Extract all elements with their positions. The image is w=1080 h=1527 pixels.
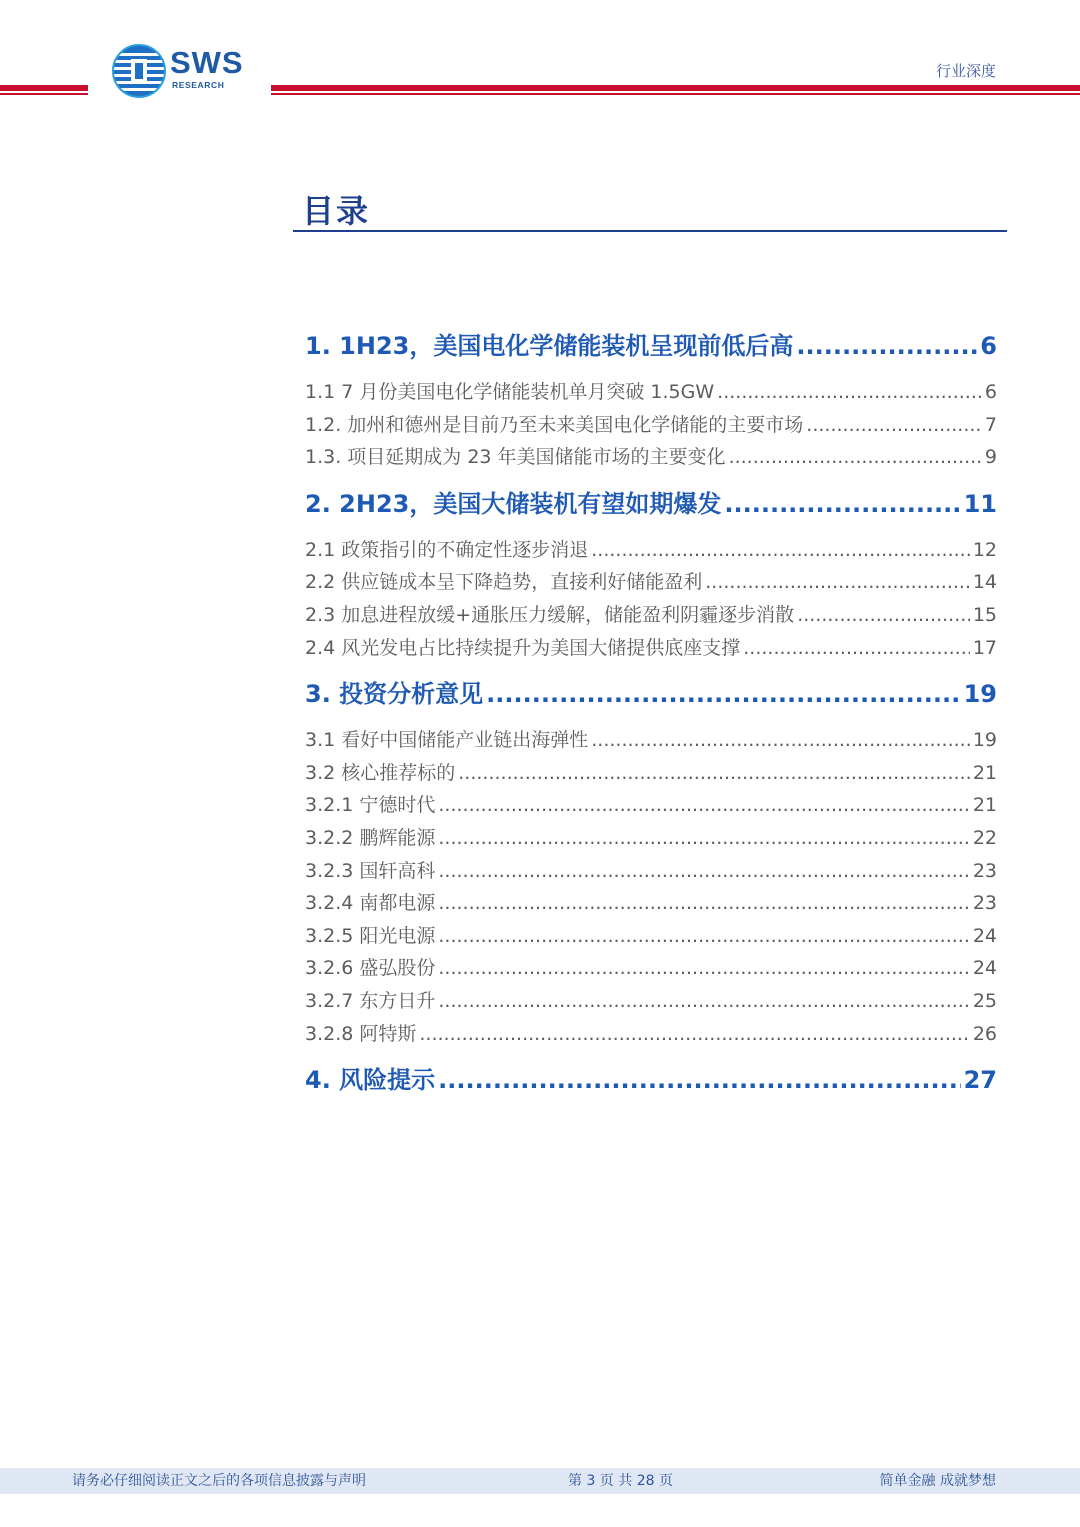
toc-subsection-link[interactable]: [305, 376, 997, 409]
toc-list: [305, 328, 997, 1098]
toc-subsection-link[interactable]: [305, 441, 997, 474]
toc-entry-label: 3.2.2 鹏辉能源: [305, 826, 436, 849]
toc-entry-label: 3.2.8 阿特斯: [305, 1022, 417, 1045]
toc-entry-page-number: 26: [972, 1022, 997, 1045]
toc-subsection-link[interactable]: [305, 789, 997, 822]
toc-entry-label: 3.2.3 国轩高科: [305, 859, 436, 882]
sws-research-logo: [112, 44, 262, 100]
toc-dot-leader: [438, 952, 969, 985]
toc-section-link[interactable]: [305, 486, 997, 522]
toc-dot-leader: [796, 328, 977, 364]
toc-entry-page-number: 14: [972, 571, 997, 594]
toc-title-rule: [293, 230, 1007, 232]
toc-entry-label: 3.2.5 阳光电源: [305, 924, 436, 947]
toc-subsection-link[interactable]: [305, 534, 997, 567]
toc-entry-label: 2.4 风光发电占比持续提升为美国大储提供底座支撑: [305, 636, 741, 659]
toc-entry-label: 2.3 加息进程放缓+通胀压力缓解，储能盈利阴霾逐步消散: [305, 603, 795, 626]
logo-wordmark: SWS: [170, 45, 244, 80]
toc-entry-label: 1. 1H23，美国电化学储能装机呈现前低后高: [305, 332, 794, 360]
toc-dot-leader: [591, 534, 970, 567]
toc-subsection-link[interactable]: [305, 566, 997, 599]
toc-entry-page-number: 15: [972, 603, 997, 626]
toc-entry-page-number: 6: [984, 381, 997, 403]
toc-entry-label: 1.3. 项目延期成为 23 年美国储能市场的主要变化: [305, 446, 726, 469]
toc-title: 目录: [302, 192, 371, 230]
toc-dot-leader: [591, 724, 970, 757]
toc-dot-leader: [438, 985, 969, 1018]
toc-entry-page-number: 23: [972, 859, 997, 882]
header-rule-right: [271, 85, 1080, 97]
toc-dot-leader: [806, 409, 982, 442]
toc-subsection-link[interactable]: [305, 757, 997, 790]
footer-page-info: 第 3 页 共 28 页: [568, 1473, 673, 1489]
toc-dot-leader: [724, 486, 960, 522]
toc-entry-page-number: 19: [963, 680, 997, 709]
logo-subtext: RESEARCH: [172, 80, 225, 90]
toc-dot-leader: [797, 599, 970, 632]
toc-dot-leader: [438, 920, 969, 953]
toc-entry-label: 3.2.7 东方日升: [305, 989, 436, 1012]
toc-dot-leader: [438, 887, 969, 920]
page-footer: [0, 1468, 1080, 1494]
footer-disclaimer: 请务必仔细阅读正文之后的各项信息披露与声明: [72, 1473, 366, 1489]
toc-dot-leader: [486, 676, 960, 712]
toc-subsection-link[interactable]: [305, 985, 997, 1018]
toc-dot-leader: [717, 376, 982, 409]
toc-dot-leader: [705, 566, 970, 599]
toc-entry-page-number: 12: [972, 538, 997, 561]
toc-section-link[interactable]: [305, 328, 997, 364]
toc-entry-label: 4. 风险提示: [305, 1066, 436, 1095]
toc-entry-page-number: 21: [972, 794, 997, 817]
toc-entry-page-number: 24: [972, 957, 997, 980]
toc-dot-leader: [438, 822, 969, 855]
toc-subsection-link[interactable]: [305, 632, 997, 665]
toc-entry-page-number: 27: [963, 1066, 997, 1095]
toc-entry-label: 3.2.6 盛弘股份: [305, 957, 436, 980]
toc-entry-label: 3.2.1 宁德时代: [305, 794, 436, 817]
toc-entry-label: 3.2.4 南都电源: [305, 892, 436, 915]
toc-subsection-link[interactable]: [305, 724, 997, 757]
toc-dot-leader: [729, 441, 982, 474]
toc-entry-page-number: 9: [984, 446, 997, 469]
sws-globe-icon: [112, 44, 166, 98]
toc-dot-leader: [438, 789, 969, 822]
report-type-label: 行业深度: [935, 62, 996, 80]
toc-dot-leader: [419, 1018, 969, 1051]
toc-subsection-link[interactable]: [305, 855, 997, 888]
toc-entry-page-number: 21: [972, 761, 997, 784]
toc-subsection-link[interactable]: [305, 409, 997, 442]
toc-entry-page-number: 6: [980, 332, 997, 360]
toc-subsection-link[interactable]: [305, 1018, 997, 1051]
toc-entry-page-number: 24: [972, 924, 997, 947]
toc-entry-page-number: 23: [972, 892, 997, 915]
toc-dot-leader: [743, 632, 970, 665]
toc-entry-label: 3.2 核心推荐标的: [305, 761, 456, 784]
toc-entry-label: 2.1 政策指引的不确定性逐步消退: [305, 538, 589, 561]
toc-section-link[interactable]: [305, 1062, 997, 1098]
header-rule-left: [0, 85, 88, 97]
toc-entry-page-number: 19: [972, 729, 997, 752]
toc-subsection-link[interactable]: [305, 822, 997, 855]
toc-subsection-link[interactable]: [305, 920, 997, 953]
toc-entry-page-number: 17: [972, 636, 997, 659]
toc-entry-label: 3.1 看好中国储能产业链出海弹性: [305, 729, 589, 752]
toc-entry-label: 2. 2H23，美国大储装机有望如期爆发: [305, 489, 722, 518]
toc-dot-leader: [438, 1062, 960, 1098]
toc-entry-page-number: 25: [972, 989, 997, 1012]
toc-entry-page-number: 22: [972, 826, 997, 849]
toc-section-link[interactable]: [305, 676, 997, 712]
toc-subsection-link[interactable]: [305, 952, 997, 985]
toc-dot-leader: [458, 757, 970, 790]
toc-entry-page-number: 11: [963, 489, 997, 518]
toc-subsection-link[interactable]: [305, 887, 997, 920]
toc-subsection-link[interactable]: [305, 599, 997, 632]
toc-entry-label: 2.2 供应链成本呈下降趋势，直接利好储能盈利: [305, 571, 703, 594]
toc-entry-label: 1.2. 加州和德州是目前乃至未来美国电化学储能的主要市场: [305, 413, 804, 436]
toc-dot-leader: [438, 855, 969, 888]
footer-slogan: 简单金融 成就梦想: [879, 1473, 996, 1489]
toc-entry-label: 3. 投资分析意见: [305, 680, 484, 709]
toc-entry-label: 1.1 7 月份美国电化学储能装机单月突破 1.5GW: [305, 381, 715, 403]
toc-entry-page-number: 7: [984, 413, 997, 436]
